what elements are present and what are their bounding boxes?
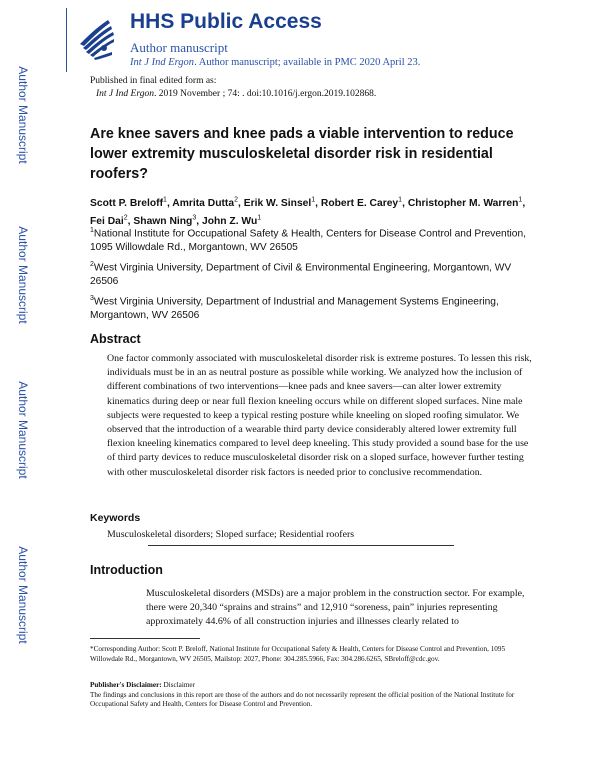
hhs-public-access-title: HHS Public Access <box>130 10 322 33</box>
corresponding-author-footnote: *Corresponding Author: Scott P. Breloff, National Institute for Occupational Safety & Health, Centers for Disease Control and Prevention, 1095 Willowdale Rd., Morgantown, WV 26505, Mailstop: 2027, Phone: 304.285.5966, Fax: 304.286.6265, SBreloff@cdc.gov. <box>90 645 506 663</box>
author[interactable]: Christopher M. Warren$^1$, <box>407 197 526 210</box>
publication-journal[interactable]: Int J Ind Ergon <box>96 89 154 99</box>
keywords-divider <box>148 545 454 546</box>
author[interactable]: Fei Dai$^2$, <box>90 214 134 227</box>
publication-details[interactable]: . 2019 November ; 74: . doi:10.1016/j.ergon.2019.102868. <box>153 89 377 99</box>
side-watermark-text: Author Manuscript <box>16 381 30 479</box>
header-divider <box>66 8 67 72</box>
author-manuscript-label: Author manuscript <box>130 40 228 55</box>
footnote-divider <box>90 638 200 639</box>
author[interactable]: Robert E. Carey$^1$, <box>320 197 408 210</box>
side-watermark <box>10 200 36 350</box>
affiliation: $^1$National Institute for Occupational Safety & Health, Centers for Disease Control and Prevention, 1095 Willowdale Rd., Morgantown, WV 26505 <box>90 227 526 254</box>
side-watermark <box>10 520 36 670</box>
journal-availability <box>130 57 420 68</box>
author[interactable]: Shawn Ning$^3$, <box>133 214 202 227</box>
paper-title: Are knee savers and knee pads a viable intervention to reduce lower extremity musculoskeletal disorder risk in residential roofers? <box>90 126 514 182</box>
abstract-text: One factor commonly associated with musculoskeletal disorder risk is extreme postures. To lessen this risk, individuals must be in an as neutral posture as possible while working. We analyzed how the inclusion of different combinations of two interventions—knee pads and knee savers—can alter lower extremity kinematics during deep or near full flexion kneeling occurs while on different sloped surfaces. Nine male subjects were requested to keep a typical resting posture while kneeling on sloped roofing simulator. We observed that the introduction of a wearable third party device considerably altered lower extremity full flexion kneeling kinematics compared to level deep kneeling. This study provided a sound base for the use of third party devices to reduce musculoskeletal disorder risk on a sloped surface, however further testing with other musculoskeletal disorder risk factors is needed prior to conclusive recommendation. <box>107 353 532 478</box>
abstract-heading: Abstract <box>90 332 141 346</box>
keywords-text: Musculoskeletal disorders; Sloped surface; Residential roofers <box>107 529 355 540</box>
side-watermark-text: Author Manuscript <box>16 66 30 164</box>
introduction-text: Musculoskeletal disorders (MSDs) are a major problem in the construction sector. For example, there were 20,340 “sprains and strains” and 12,910 “soreness, pain” injuries representing approximately 44.6% of all construction injuries and illnesses clearly related to <box>146 588 525 628</box>
author[interactable]: Amrita Dutta$^2$, <box>172 197 244 210</box>
side-watermark <box>10 355 36 505</box>
journal-abbrev[interactable]: Int J Ind Ergon <box>130 57 195 68</box>
keywords-heading: Keywords <box>90 512 141 524</box>
disclaimer-word: Disclaimer <box>163 681 196 689</box>
side-watermark-text: Author Manuscript <box>16 226 30 324</box>
hhs-eagle-logo-icon <box>74 14 118 62</box>
availability-text: . Author manuscript; available in PMC 2020 April 23. <box>194 57 421 68</box>
affiliation: $^3$West Virginia University, Department of Industrial and Management Systems Engineering, Morgantown, WV 26506 <box>90 295 499 322</box>
author[interactable]: Erik W. Sinsel$^1$, <box>243 197 321 210</box>
publisher-disclaimer <box>90 681 530 710</box>
affiliation: $^2$West Virginia University, Department of Civil & Environmental Engineering, Morgantown, WV 26506 <box>90 261 512 288</box>
disclaimer-label: Publisher's Disclaimer: <box>90 681 162 689</box>
introduction-heading: Introduction <box>90 563 163 577</box>
disclaimer-text: The findings and conclusions in this report are those of the authors and do not necessarily represent the official position of the National Institute for Occupational Safety and Health, Centers for Disease Control and Prevention. <box>90 690 515 709</box>
author[interactable]: Scott P. Breloff$^1$, <box>90 197 173 210</box>
author[interactable]: John Z. Wu$^1$ <box>201 214 262 227</box>
side-watermark-text: Author Manuscript <box>16 546 30 644</box>
side-watermark <box>10 40 36 190</box>
publication-citation <box>96 89 376 99</box>
published-label: Published in final edited form as: <box>90 76 217 86</box>
